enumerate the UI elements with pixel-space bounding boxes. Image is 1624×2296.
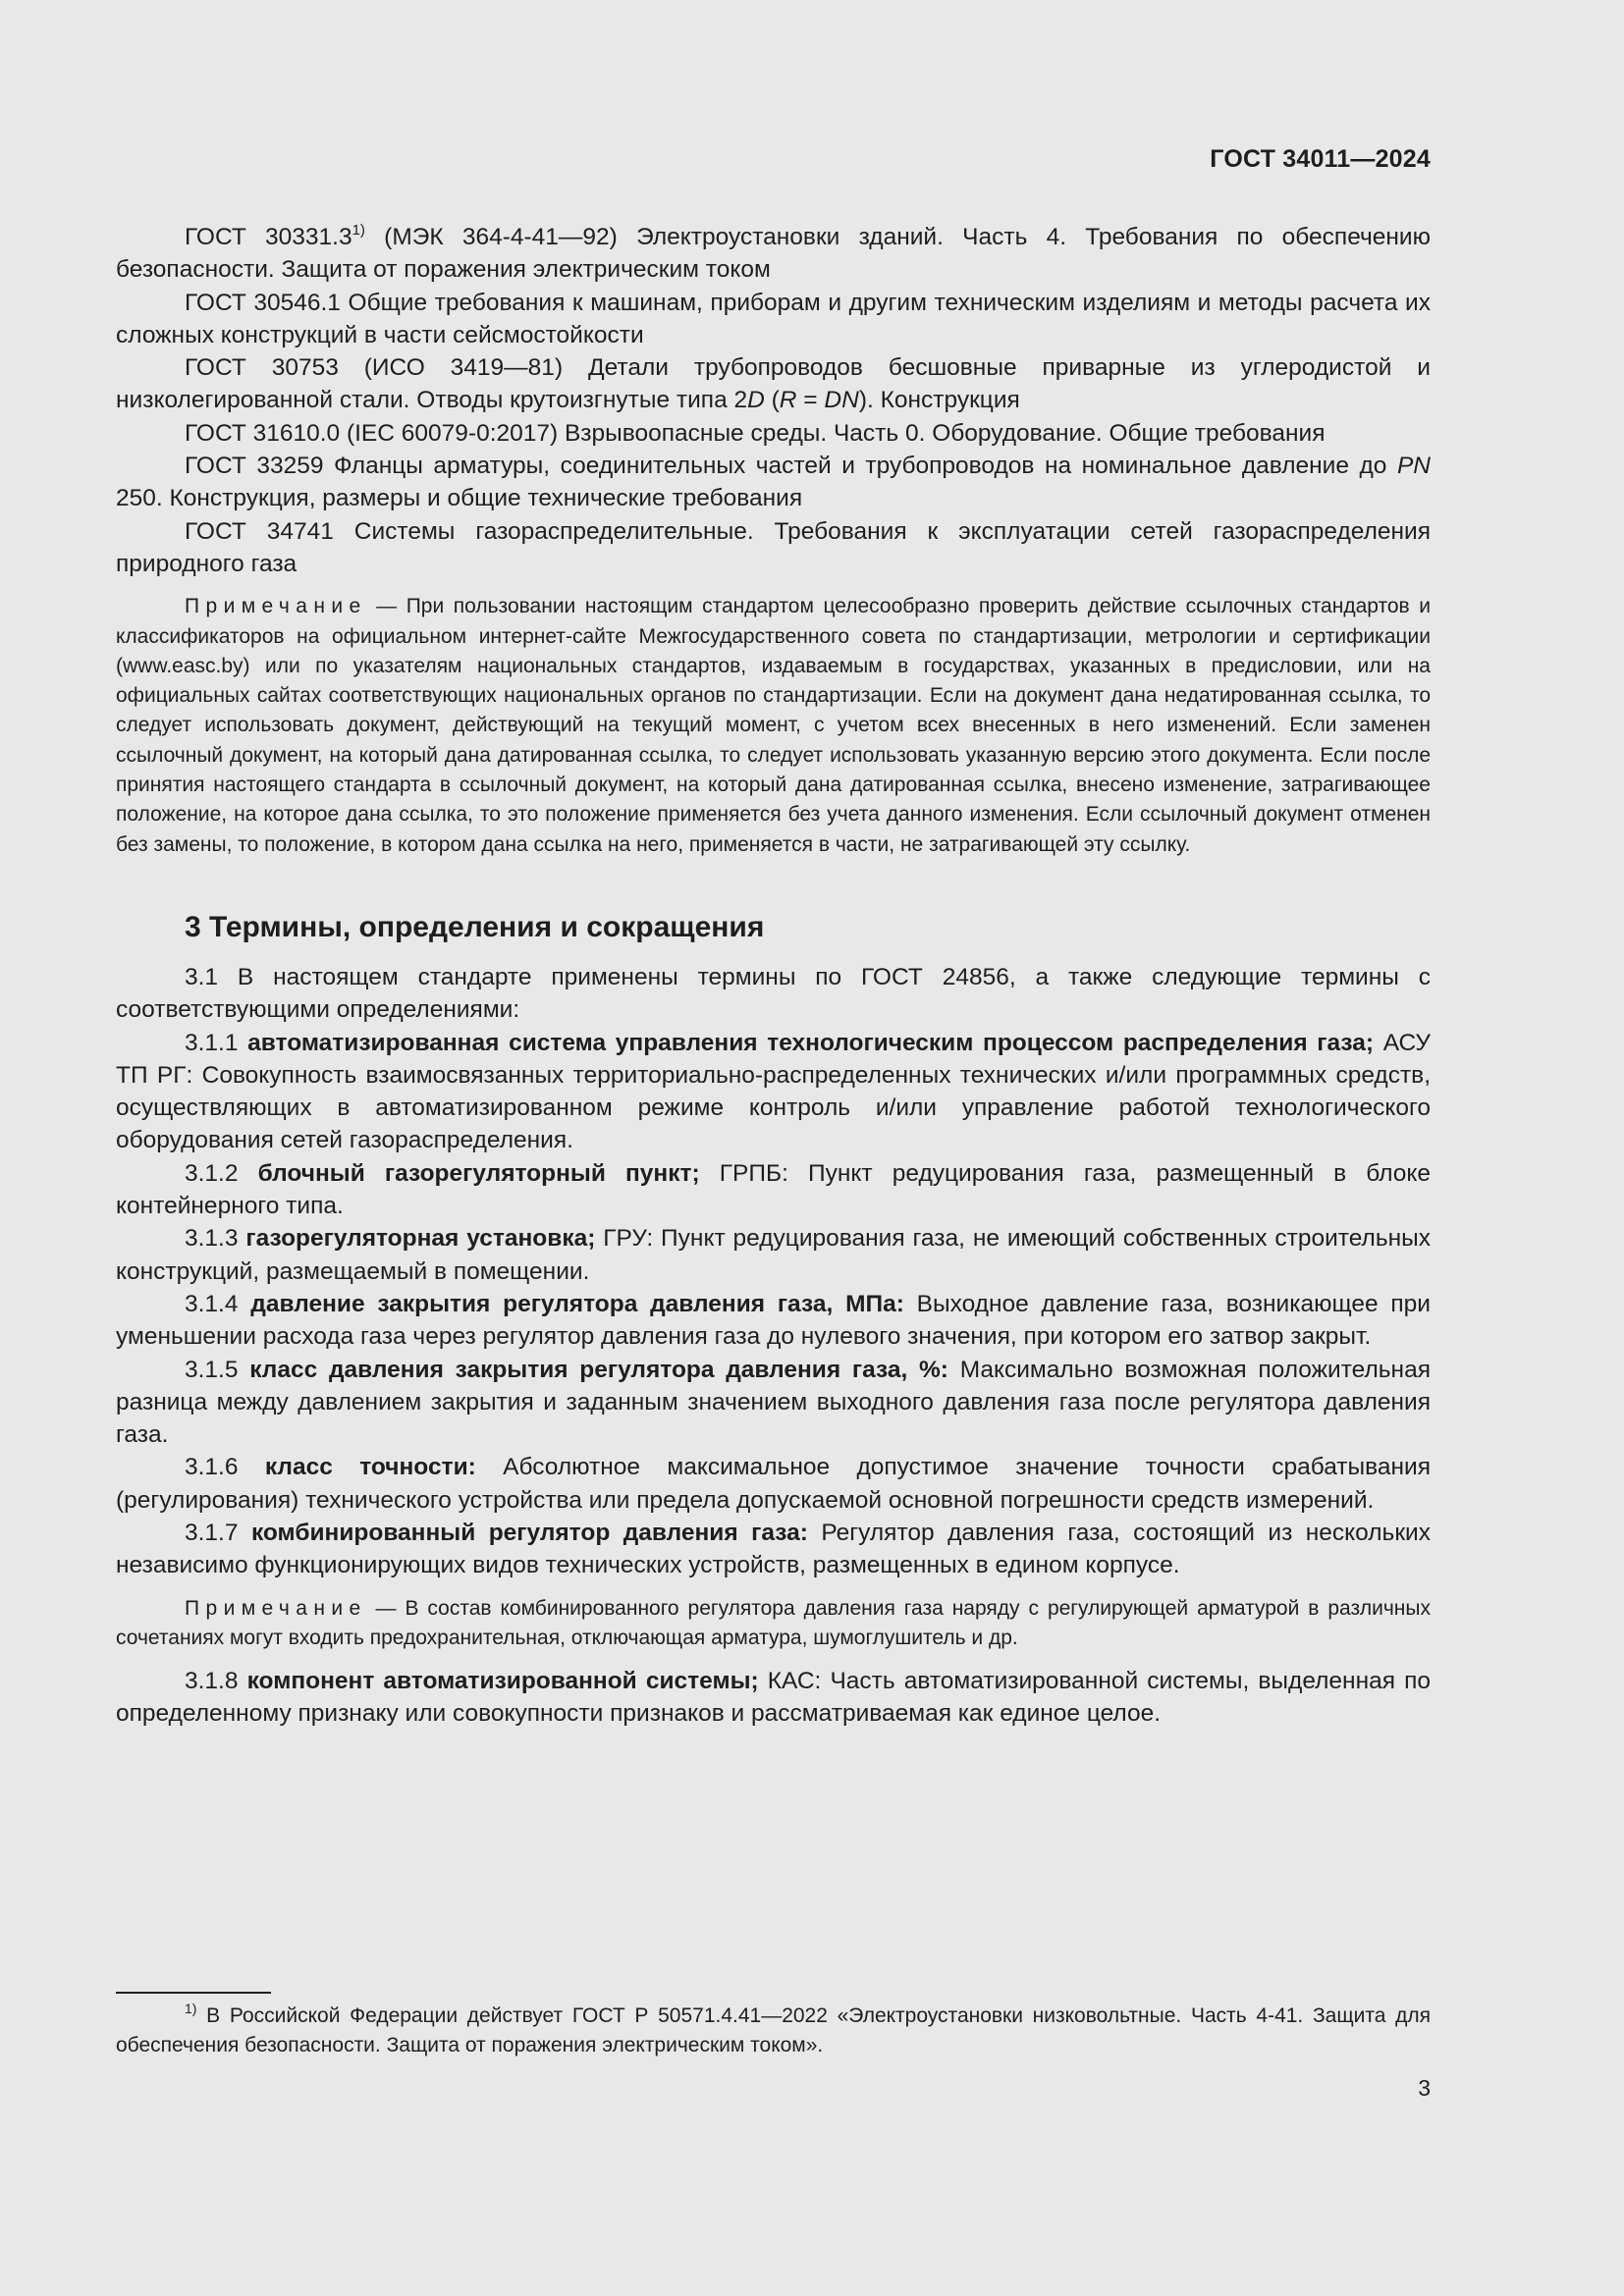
- term-number: 3.1.4: [185, 1290, 251, 1317]
- note-paragraph: [116, 592, 1431, 860]
- term-definition: [116, 1027, 1431, 1157]
- reference-text: ГОСТ 30753 (ИСО 3419—81) Детали трубопроводов бесшовные приварные из углеродистой и низколегированной стали. Отводы крутоизгнутые типа 2: [116, 354, 1431, 414]
- reference-gost-31610-0: ГОСТ 31610.0 (IEC 60079-0:2017) Взрывоопасные среды. Часть 0. Оборудование. Общие требования: [185, 419, 1326, 447]
- term-definition: [116, 1157, 1431, 1223]
- term-name: комбинированный регулятор давления газа:: [250, 1519, 808, 1546]
- term-number: 3.1.1: [185, 1029, 248, 1056]
- term-text: Выходное давление газа, возникающее при уменьшении расхода газа через регулятор давления газа до нулевого значения, при котором его затвор закрыт.: [116, 1290, 1431, 1351]
- reference-gost-30546-1: ГОСТ 30546.1 Общие требования к машинам, приборам и другим техническим изделиям и методы расчета их сложных конструкций в части сейсмостойкости: [116, 289, 1431, 348]
- term-number: 3.1.7: [185, 1519, 251, 1546]
- term-definition: [116, 1665, 1431, 1731]
- term-definition: [116, 1451, 1431, 1517]
- term-name: класс давления закрытия регулятора давления газа, %:: [249, 1356, 948, 1383]
- italic-symbol: R: [779, 387, 797, 414]
- reference-gost-30331-3: [116, 221, 1431, 287]
- note-label: Примечание: [185, 1596, 367, 1620]
- term-number: 3.1.2: [185, 1159, 258, 1187]
- term-definition: [116, 1288, 1431, 1354]
- term-text: Регулятор давления газа, состоящий из нескольких независимо функционирующих видов технических устройств, размещенных в едином корпусе.: [116, 1519, 1431, 1579]
- reference-gost-34741: ГОСТ 34741 Системы газораспределительные. Требования к эксплуатации сетей газораспределения природного газа: [116, 517, 1431, 577]
- term-name: класс точности:: [264, 1454, 476, 1481]
- footnote-number: 1): [185, 2001, 197, 2016]
- term-text: АСУ ТП РГ: Совокупность взаимосвязанных территориально-распределенных технических и/или программных средств, осуществляющих в автоматизированном режиме контроль и/или управление работой технологического оборудования сетей газораспределения.: [116, 1029, 1431, 1154]
- term-text: ГРПБ: Пункт редуцирования газа, размещенный в блоке контейнерного типа.: [116, 1159, 1432, 1220]
- reference-text: ГОСТ 30331.3: [185, 224, 352, 250]
- term-definition: [116, 1354, 1431, 1452]
- term-definition: [116, 1517, 1431, 1582]
- reference-text: =: [796, 387, 825, 414]
- term-name: автоматизированная система управления технологическим процессом распределения газа;: [247, 1029, 1375, 1056]
- reference-gost-33259: [116, 450, 1431, 515]
- italic-symbol: D: [747, 387, 765, 414]
- reference-gost-30753: [116, 351, 1431, 417]
- section-intro: 3.1 В настоящем стандарте применены термины по ГОСТ 24856, а также следующие термины с соответствующими определениями:: [116, 963, 1431, 1024]
- italic-symbol: PN: [1396, 453, 1431, 480]
- term-name: компонент автоматизированной системы;: [246, 1668, 759, 1695]
- footnote: [116, 2002, 1431, 2060]
- section-heading: 3 Термины, определения и сокращения: [185, 910, 765, 943]
- reference-text: 250. Конструкция, размеры и общие технические требования: [116, 485, 803, 512]
- footnote-marker[interactable]: 1): [352, 222, 365, 239]
- footnote-text: В Российской Федерации действует ГОСТ Р 50571.4.41—2022 «Электроустановки низковольтные. Часть 4-41. Защита для обеспечения безопасности. Защита от поражения электрическим током».: [116, 2004, 1431, 2056]
- term-definition: [116, 1222, 1431, 1288]
- italic-symbol: DN: [824, 387, 859, 414]
- page-content: [116, 221, 1431, 1731]
- term-text: ГРУ: Пункт редуцирования газа, не имеющий собственных строительных конструкций, размещаемый в помещении.: [116, 1225, 1431, 1285]
- term-name: давление закрытия регулятора давления газа, МПа:: [250, 1290, 904, 1317]
- document-code-header: ГОСТ 34011—2024: [1210, 145, 1431, 173]
- note-label: Примечание: [185, 595, 367, 618]
- reference-text: (МЭК 364-4-41—92) Электроустановки зданий. Часть 4. Требования по обеспечению безопасности. Защита от поражения электрическим током: [116, 224, 1431, 284]
- note-text: — В состав комбинированного регулятора давления газа наряду с регулирующей арматурой в различных сочетаниях могут входить предохранительная, отключающая арматура, шумоглушитель и др.: [116, 1596, 1431, 1649]
- reference-text: (: [764, 387, 780, 414]
- term-name: газорегуляторная установка;: [245, 1225, 596, 1253]
- term-name: блочный газорегуляторный пункт;: [257, 1159, 700, 1187]
- term-text: Максимально возможная положительная разница между давлением закрытия и заданным значением выходного давления газа после регулятора давления газа.: [116, 1356, 1431, 1449]
- note-paragraph: [116, 1594, 1431, 1654]
- term-text: Абсолютное максимальное допустимое значение точности срабатывания (регулирования) технического устройства или предела допускаемой основной погрешности средств измерений.: [116, 1454, 1431, 1514]
- term-number: 3.1.3: [185, 1225, 246, 1253]
- term-number: 3.1.8: [185, 1668, 247, 1695]
- reference-text: ГОСТ 33259 Фланцы арматуры, соединительных частей и трубопроводов на номинальное давление до: [185, 453, 1397, 480]
- footnote-divider: [116, 1992, 271, 1994]
- note-text: — При пользовании настоящим стандартом целесообразно проверить действие ссылочных стандартов и классификаторов на официальном интернет-сайте Межгосударственного совета по стандартизации, метрологии и сертификации (www.easc.by) или по указателям национальных стандартов, издаваемым в государствах, указанных в предисловии, или на официальных сайтах соответствующих национальных органов по стандартизации. Если на документ дана недатированная ссылка, то следует использовать документ, действующий на текущий момент, с учетом всех внесенных в него изменений. Если заменен ссылочный документ, на который дана датированная ссылка, то следует использовать указанную версию этого документа. Если после принятия настоящего стандарта в ссылочный документ, на который дана датированная ссылка, внесено изменение, затрагивающее положение, на которое дана ссылка, то это положение применяется без учета данного изменения. Если ссылочный документ отменен без замены, то положение, в котором дана ссылка на него, применяется в части, не затрагивающей эту ссылку.: [116, 595, 1431, 856]
- term-number: 3.1.6: [185, 1454, 265, 1481]
- reference-text: ). Конструкция: [858, 387, 1020, 414]
- term-number: 3.1.5: [185, 1356, 250, 1383]
- term-text: КАС: Часть автоматизированной системы, выделенная по определенному признаку или совокупности признаков и рассматриваемая как единое целое.: [116, 1668, 1432, 1728]
- page-number: 3: [1418, 2075, 1431, 2101]
